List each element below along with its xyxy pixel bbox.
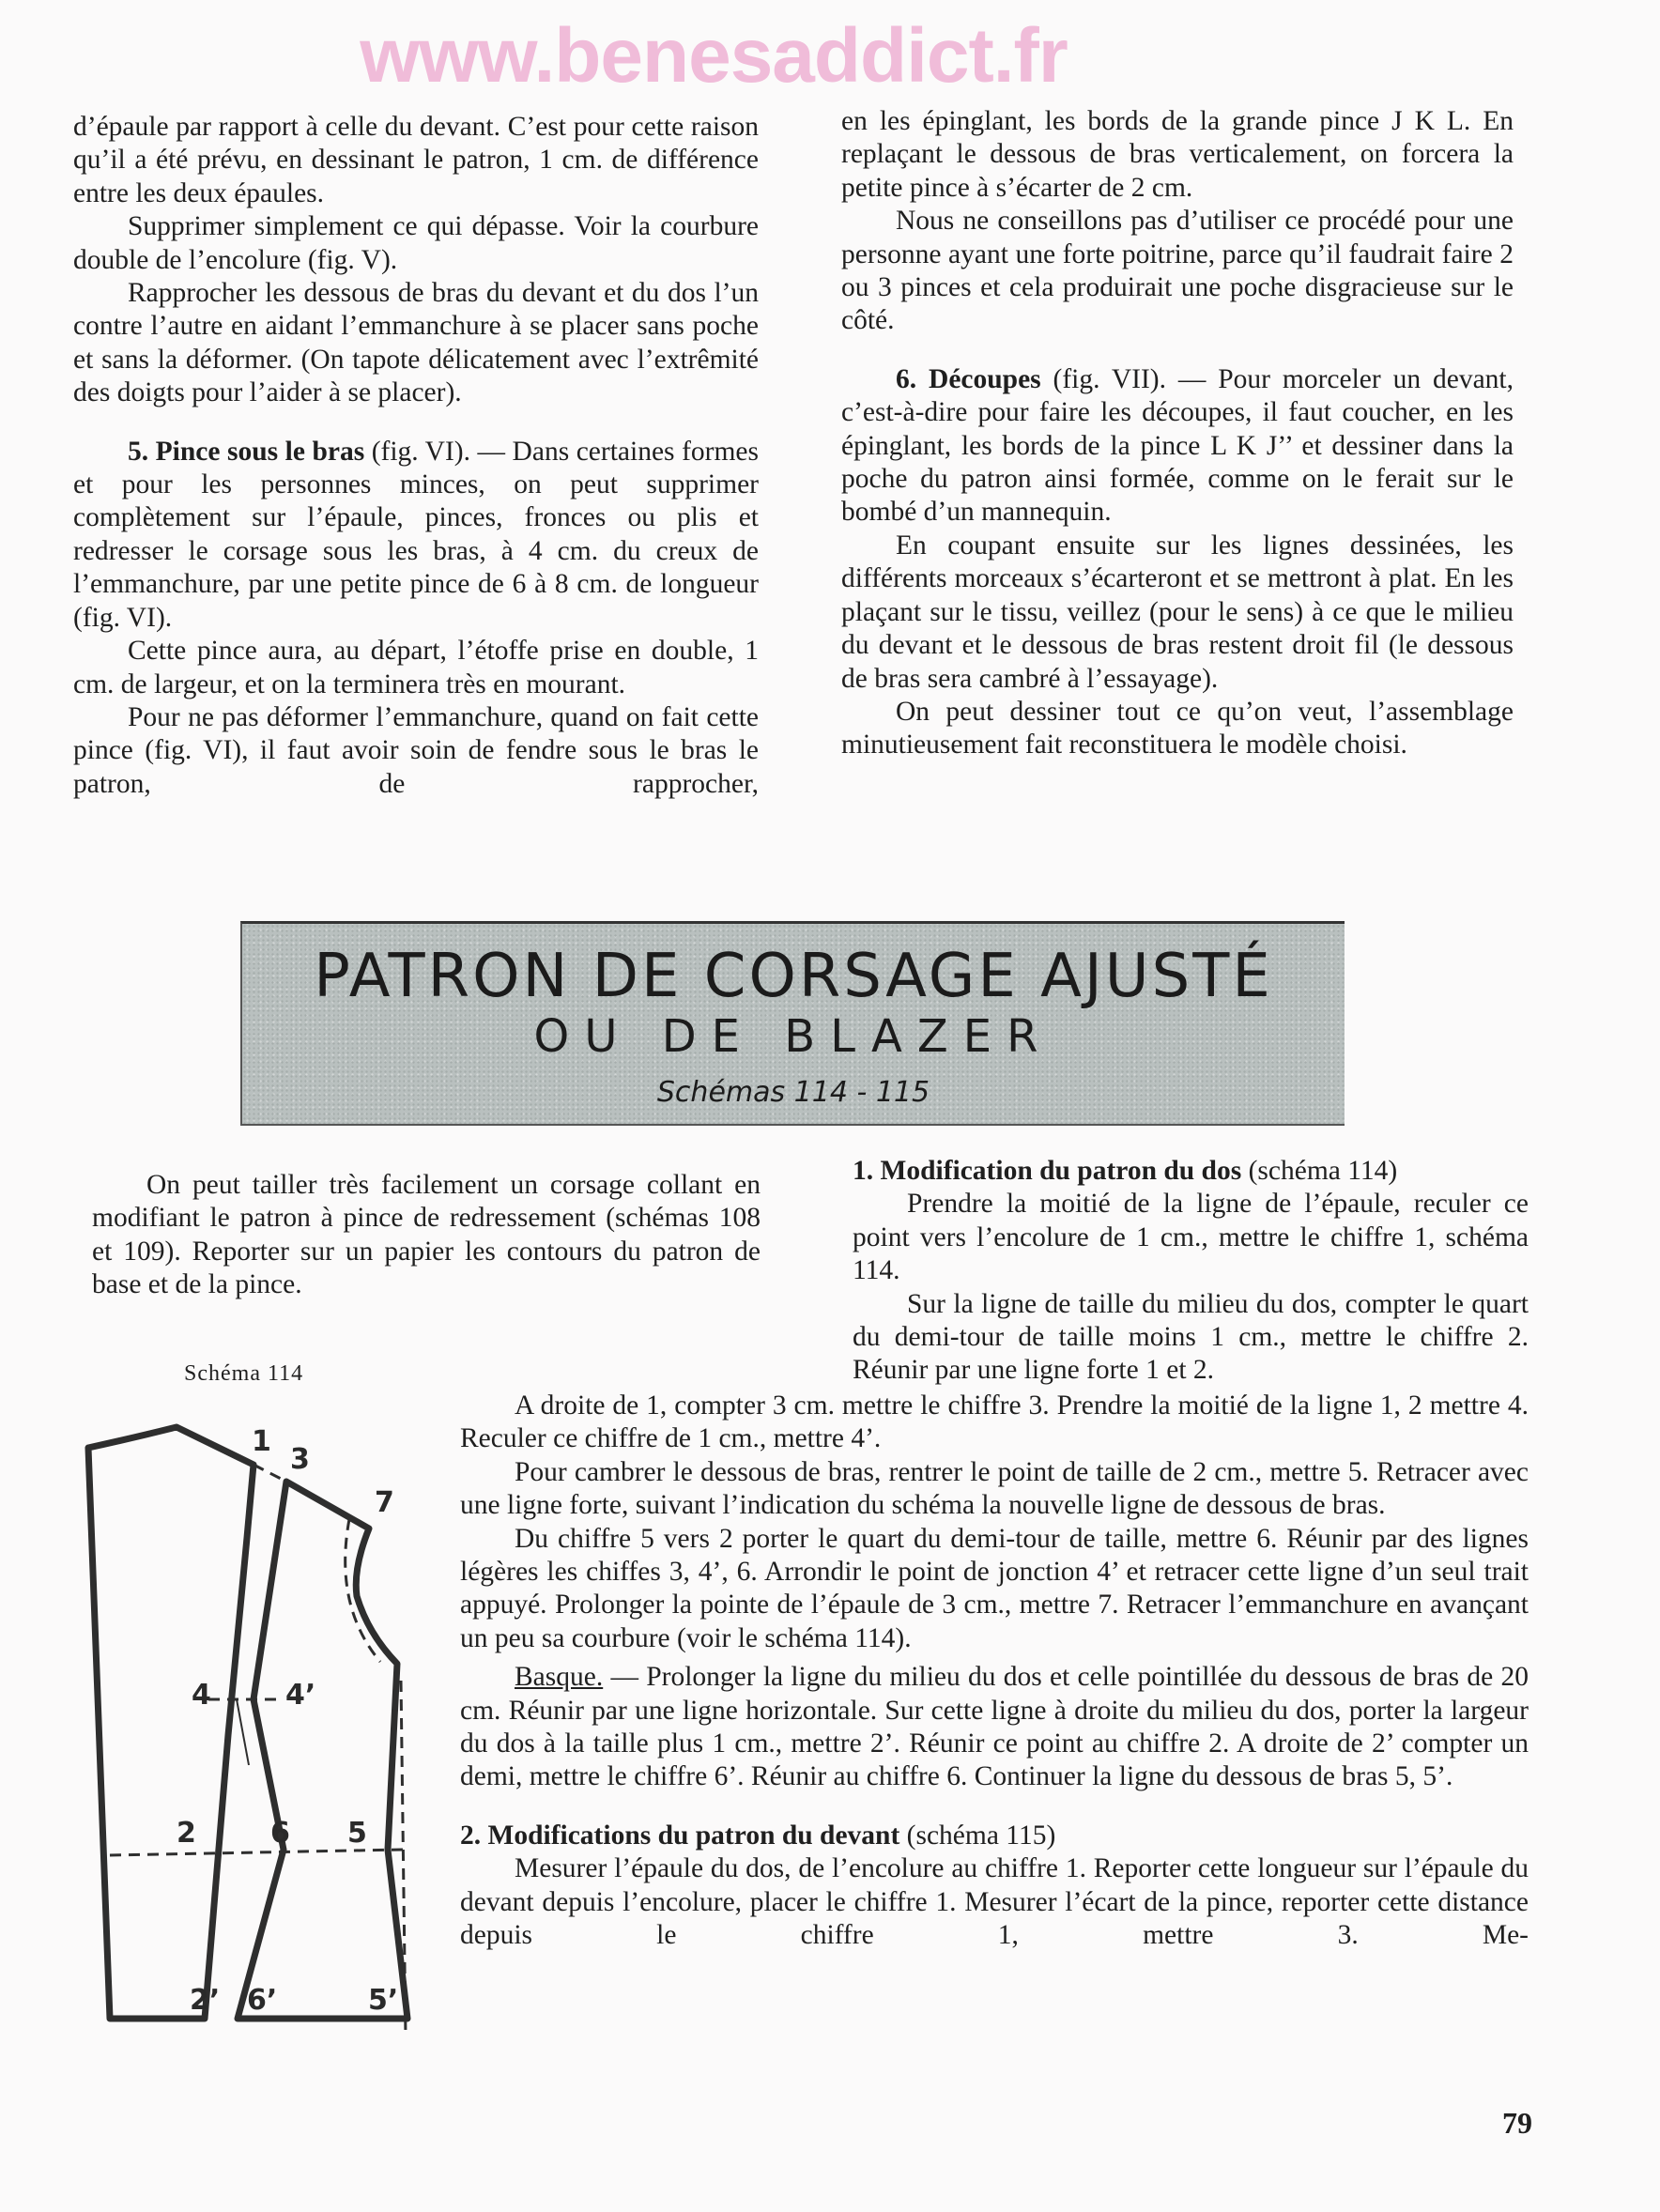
paragraph: En coupant ensuite sur les lignes dessinées, les différents morceaux s’écarteront et se mettront à plat. En les plaçant sur le tissu, veillez (pour le sens) à ce que le milieu du devant et le dessous de bras restent droit fil (le dessous de bras sera cambré à l’essayage).: [841, 530, 1514, 694]
label-4: 4: [192, 1679, 211, 1712]
label-6-prime: 6’: [247, 1984, 278, 2017]
label-2-prime: 2’: [190, 1984, 221, 2017]
section-5: [73, 436, 759, 635]
title-banner: [240, 921, 1345, 1126]
section-ref: (schéma 114): [1241, 1156, 1398, 1186]
left-column-top: [73, 111, 759, 801]
paragraph: Prendre la moitié de la ligne de l’épaule, reculer ce point vers l’encolure de 1 cm., mettre le chiffre 1, schéma 114.: [853, 1189, 1529, 1286]
paragraph: A droite de 1, compter 3 cm. mettre le chiffre 3. Prendre la moitié de la ligne 1, 2 mettre 4. Reculer ce chiffre de 1 cm., mettre 4’.: [460, 1390, 1529, 1454]
label-5: 5: [347, 1817, 367, 1850]
right-column-top: [841, 105, 1514, 762]
banner-title-line2: OU DE BLAZER: [533, 1010, 1053, 1063]
watermark: www.benesaddict.fr: [360, 13, 1068, 99]
section-text: (fig. VII). — Pour morceler un devant, c’est-à-dire pour faire les découpes, il faut coucher, en les épinglant, les bords de la pince L K J’’ et dessiner dans la poche du patron ainsi formée, comme on le ferait sur le bombé d’un mannequin.: [841, 363, 1514, 528]
waist-dashed-line: [110, 1850, 404, 1855]
basque-text: — Prolonger la ligne du milieu du dos et celle pointillée du dessous de bras de 20 cm. Réunir par une ligne horizontale. Sur cette ligne à droite du milieu du dos, porter la largeur du dos à la taille plus 1 cm., mettre 2’. Réunir ce point au chiffre 2. A droite de 2’ compter un demi, mettre le chiffre 6’. Réunir au chiffre 6. Continuer la ligne du dessous de bras 5, 5’.: [460, 1662, 1529, 1792]
section-heading: 1. Modification du patron du dos: [853, 1156, 1242, 1186]
section-1-title: [853, 1155, 1529, 1188]
section-1-continued: [460, 1390, 1529, 1953]
banner-title-line1: PATRON DE CORSAGE AJUSTÉ: [314, 942, 1273, 1011]
paragraph: d’épaule par rapport à celle du devant. C’est pour cette raison qu’il a été prévu, en dessinant le patron, 1 cm. de différence entre les deux épaules.: [73, 112, 759, 208]
label-1: 1: [252, 1425, 271, 1458]
paragraph: en les épinglant, les bords de la grande pince J K L. En replaçant le dessous de bras verticalement, on forcera la petite pince à s’écarter de 2 cm.: [841, 106, 1514, 203]
paragraph: Nous ne conseillons pas d’utiliser ce procédé pour une personne ayant une forte poitrine, parce qu’il faudrait faire 2 ou 3 pinces et cela produirait une poche disgracieuse sur le côté.: [841, 206, 1514, 336]
paragraph: Pour ne pas déformer l’emmanchure, quand on fait cette pince (fig. VI), il faut avoir soin de fendre sous le bras le patron, de rapprocher,: [73, 701, 759, 799]
label-3: 3: [290, 1443, 310, 1476]
section-2-title: [460, 1820, 1529, 1852]
section-ref: (schéma 115): [899, 1820, 1056, 1851]
pattern-svg: [75, 1390, 413, 2066]
paragraph: Supprimer simplement ce qui dépasse. Voir la courbure double de l’encolure (fig. V).: [73, 211, 759, 275]
paragraph: Pour cambrer le dessous de bras, rentrer le point de taille de 2 cm., mettre 5. Retracer avec une ligne forte, suivant l’indication du schéma la nouvelle ligne de dessous de bras.: [460, 1456, 1529, 1521]
intro-column: [92, 1169, 761, 1302]
basque-label: Basque.: [515, 1662, 604, 1693]
label-7: 7: [375, 1486, 394, 1519]
dart-line: [237, 1699, 249, 1765]
paragraph: Du chiffre 5 vers 2 porter le quart du demi-tour de taille, mettre 6. Réunir par des lignes légères les chiffes 3, 4’, 6. Arrondir le point de jonction 4’ et retracer cette ligne d’un seul trait appuyé. Prolonger la pointe de l’épaule de 3 cm., mettre 7. Retracer l’emmanchure en avançant un peu sa courbure (voir le schéma 114).: [460, 1523, 1529, 1653]
section-1-top: [853, 1155, 1529, 1388]
banner-subtitle: Schémas 114 - 115: [656, 1076, 930, 1109]
label-5-prime: 5’: [368, 1984, 399, 2017]
label-6: 6: [270, 1817, 290, 1850]
section-text: (fig. VI). — Dans certaines formes et pour les personnes minces, on peut supprimer complètement sur l’épaule, pinces, fronces ou plis et redresser le corsage sous les bras, à 4 cm. du creux de l’emmanchure, par une petite pince de 6 à 8 cm. de longueur (fig. VI).: [73, 436, 759, 633]
section-6: [841, 363, 1514, 530]
basque-paragraph: [460, 1661, 1529, 1794]
label-4-prime: 4’: [285, 1679, 316, 1712]
paragraph: Cette pince aura, au départ, l’étoffe prise en double, 1 cm. de largeur, et on la terminera très en mourant.: [73, 636, 759, 699]
schema-caption: Schéma 114: [184, 1361, 304, 1386]
section-heading: 5. Pince sous le bras: [128, 436, 365, 467]
paragraph: Rapprocher les dessous de bras du devant et du dos l’un contre l’autre en aidant l’emmanchure à se placer sans poche et sans la déformer. (On tapote délicatement avec l’extrêmité des doigts pour l’aider à se placer).: [73, 278, 759, 408]
section-heading: 6. Découpes: [896, 363, 1041, 394]
paragraph: Mesurer l’épaule du dos, de l’encolure au chiffre 1. Reporter cette longueur sur l’épaule du devant depuis l’encolure, placer le chiffre 1. Mesurer l’écart de la pince, reporter cette distance depuis le chiffre 1, mettre 3. Me-: [460, 1853, 1529, 1951]
side-piece-outline: [238, 1482, 407, 2019]
page-number: 79: [1502, 2106, 1532, 2140]
shoulder-dash-line: [254, 1465, 286, 1482]
intro-paragraph: On peut tailler très facilement un corsage collant en modifiant le patron à pince de redressement (schémas 108 et 109). Reporter sur un papier les contours du patron de base et de la pince.: [92, 1170, 761, 1300]
paragraph: On peut dessiner tout ce qu’on veut, l’assemblage minutieusement fait reconstituera le modèle choisi.: [841, 696, 1514, 760]
section-heading: 2. Modifications du patron du devant: [460, 1820, 900, 1851]
paragraph: Sur la ligne de taille du milieu du dos, compter le quart du demi-tour de taille moins 1 cm., mettre le chiffre 2. Réunir par une ligne forte 1 et 2.: [853, 1288, 1529, 1386]
back-piece-outline: [88, 1427, 254, 2019]
schema-114-diagram: [75, 1390, 413, 2066]
label-2: 2: [177, 1817, 196, 1850]
